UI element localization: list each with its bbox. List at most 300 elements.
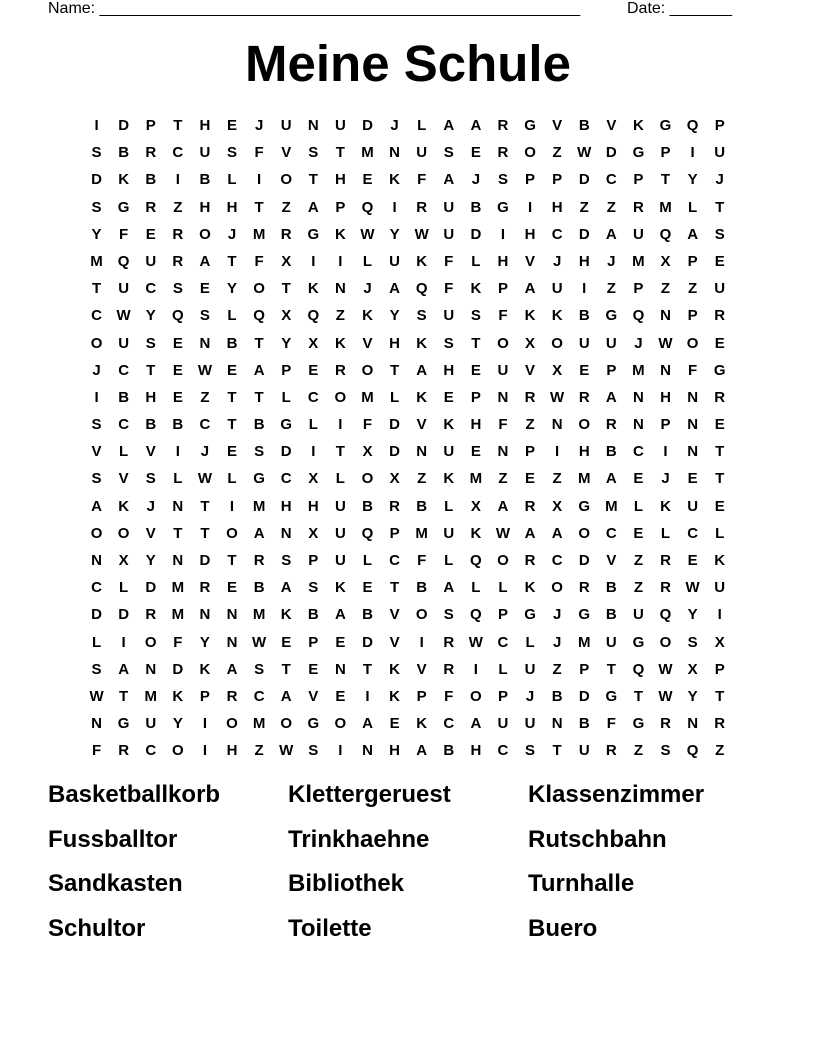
grid-letter: M xyxy=(252,225,266,243)
grid-letter: S xyxy=(227,144,238,162)
grid-letter: X xyxy=(525,334,536,352)
word-list-item: Bibliothek xyxy=(288,870,405,897)
grid-letter: O xyxy=(497,552,509,569)
grid-letter: L xyxy=(444,552,454,569)
grid-letter: N xyxy=(416,443,428,461)
grid-letter: N xyxy=(334,660,346,678)
grid-letter: R xyxy=(524,552,536,569)
grid-letter: F xyxy=(688,361,698,379)
grid-letter: D xyxy=(362,633,373,651)
grid-letter: I xyxy=(311,252,316,270)
grid-letter: J xyxy=(552,606,562,624)
grid-row xyxy=(83,438,733,465)
grid-letter: A xyxy=(334,606,346,624)
grid-letter: K xyxy=(551,307,563,325)
grid-letter: T xyxy=(362,660,373,678)
grid-letter: R xyxy=(145,144,157,162)
grid-letter: B xyxy=(578,307,590,325)
grid-letter: F xyxy=(119,225,129,243)
grid-letter: E xyxy=(633,524,644,542)
grid-letter: U xyxy=(145,252,157,270)
grid-letter: U xyxy=(443,443,455,461)
grid-letter: T xyxy=(173,524,183,542)
grid-letter: V xyxy=(389,633,400,651)
grid-letter: B xyxy=(172,416,184,434)
grid-letter: L xyxy=(362,552,373,569)
grid-letter: Z xyxy=(633,579,643,597)
grid-letter: U xyxy=(443,524,455,542)
grid-row xyxy=(83,330,733,357)
grid-letter: P xyxy=(281,361,292,379)
grid-letter: L xyxy=(660,524,671,542)
grid-letter: T xyxy=(715,687,725,705)
grid-letter: L xyxy=(362,252,373,270)
grid-letter: X xyxy=(687,660,698,678)
grid-letter: M xyxy=(632,361,645,379)
grid-letter: M xyxy=(632,252,645,270)
grid-letter: P xyxy=(714,660,725,678)
grid-row xyxy=(83,710,733,737)
grid-letter: S xyxy=(172,280,183,298)
grid-letter: Q xyxy=(659,225,672,243)
word-list-item: Buero xyxy=(528,914,598,942)
grid-letter: J xyxy=(525,687,535,705)
grid-letter: Q xyxy=(307,307,320,325)
word-list-item: Klettergeruest xyxy=(288,781,451,808)
grid-letter: I xyxy=(175,171,180,189)
grid-letter: E xyxy=(227,443,238,461)
grid-letter: G xyxy=(497,198,509,216)
grid-letter: M xyxy=(659,198,672,216)
grid-letter: V xyxy=(416,660,427,678)
grid-letter: T xyxy=(200,497,210,515)
grid-letter: A xyxy=(605,470,617,488)
grid-letter: Q xyxy=(659,606,672,624)
grid-letter: L xyxy=(633,497,643,515)
grid-letter: Z xyxy=(335,307,345,325)
grid-row xyxy=(83,601,733,628)
grid-letter: E xyxy=(470,361,481,379)
grid-letter: R xyxy=(172,252,184,270)
grid-letter: S xyxy=(254,660,265,678)
grid-letter: K xyxy=(443,470,455,488)
grid-letter: H xyxy=(470,416,482,434)
grid-letter: U xyxy=(443,225,455,243)
grid-letter: A xyxy=(443,171,455,189)
grid-row xyxy=(83,166,733,193)
grid-letter: N xyxy=(145,660,157,678)
grid-letter: U xyxy=(334,117,346,134)
grid-letter: M xyxy=(252,497,266,515)
grid-letter: X xyxy=(470,497,481,515)
grid-letter: I xyxy=(717,606,722,624)
grid-letter: F xyxy=(444,687,454,705)
grid-letter: U xyxy=(497,715,509,733)
grid-letter: D xyxy=(91,171,102,189)
grid-letter: A xyxy=(91,497,102,515)
grid-letter: R xyxy=(226,687,238,705)
grid-letter: D xyxy=(172,660,184,678)
grid-letter: I xyxy=(229,497,235,515)
grid-letter: H xyxy=(226,198,238,216)
grid-letter: R xyxy=(145,198,157,216)
grid-letter: Y xyxy=(687,606,698,624)
grid-letter: L xyxy=(715,524,725,542)
grid-letter: C xyxy=(280,470,292,488)
grid-letter: H xyxy=(389,334,400,352)
grid-letter: M xyxy=(577,470,591,488)
grid-letter: D xyxy=(91,606,102,624)
grid-row xyxy=(83,194,733,221)
name-field-label: Name: ______________________________________________________ xyxy=(48,0,581,17)
grid-letter: G xyxy=(578,497,591,515)
grid-letter: X xyxy=(308,470,319,488)
grid-letter: K xyxy=(416,715,428,733)
grid-letter: T xyxy=(281,660,291,678)
grid-letter: R xyxy=(199,579,211,597)
grid-letter: B xyxy=(605,443,617,461)
grid-letter: B xyxy=(443,742,455,760)
grid-letter: X xyxy=(118,552,129,569)
grid-letter: M xyxy=(90,252,103,270)
grid-letter: W xyxy=(197,361,212,379)
grid-letter: Z xyxy=(606,280,616,298)
grid-letter: O xyxy=(280,715,293,733)
grid-letter: T xyxy=(389,579,400,597)
grid-letter: O xyxy=(551,334,563,352)
grid-letter: M xyxy=(171,579,185,597)
grid-letter: U xyxy=(714,579,726,597)
grid-letter: X xyxy=(552,497,563,515)
grid-letter: A xyxy=(470,715,482,733)
grid-letter: S xyxy=(145,334,156,352)
grid-letter: V xyxy=(525,252,536,270)
grid-letter: D xyxy=(578,171,590,189)
grid-letter: S xyxy=(91,198,102,216)
grid-letter: J xyxy=(227,225,237,243)
grid-letter: W xyxy=(414,225,429,243)
grid-letter: N xyxy=(172,552,184,569)
grid-letter: G xyxy=(280,416,293,434)
grid-letter: S xyxy=(308,742,319,760)
grid-letter: L xyxy=(227,307,237,325)
grid-letter: I xyxy=(338,416,343,434)
grid-letter: N xyxy=(199,334,211,352)
grid-letter: N xyxy=(633,416,644,434)
grid-letter: D xyxy=(389,443,400,461)
grid-letter: E xyxy=(281,633,292,651)
grid-letter: T xyxy=(227,416,237,434)
grid-letter: Z xyxy=(417,470,427,488)
grid-letter: T xyxy=(715,470,725,488)
grid-letter: T xyxy=(606,660,616,678)
grid-letter: A xyxy=(280,687,292,705)
grid-letter: P xyxy=(497,687,508,705)
grid-letter: O xyxy=(334,715,347,733)
grid-letter: D xyxy=(605,144,617,162)
grid-letter: Z xyxy=(254,742,264,760)
grid-letter: Z xyxy=(715,742,725,760)
grid-letter: N xyxy=(226,606,238,624)
grid-letter: I xyxy=(257,171,262,189)
grid-row xyxy=(83,629,733,656)
grid-letter: P xyxy=(470,388,481,406)
grid-letter: C xyxy=(199,416,211,434)
grid-letter: I xyxy=(175,443,180,461)
grid-letter: D xyxy=(199,552,211,569)
grid-letter: H xyxy=(578,443,590,461)
grid-letter: U xyxy=(118,280,130,298)
grid-letter: A xyxy=(497,497,509,515)
grid-letter: Q xyxy=(253,307,265,325)
grid-letter: A xyxy=(416,361,428,379)
grid-letter: B xyxy=(362,606,373,624)
grid-letter: F xyxy=(444,252,454,270)
grid-letter: W xyxy=(550,388,565,406)
grid-letter: E xyxy=(470,443,481,461)
grid-letter: P xyxy=(525,443,536,461)
grid-letter: O xyxy=(280,171,293,189)
grid-letter: C xyxy=(605,524,617,542)
grid-letter: H xyxy=(334,171,346,189)
word-list-item: Schultor xyxy=(48,914,146,942)
grid-letter: D xyxy=(118,606,130,624)
grid-letter: B xyxy=(605,606,617,624)
grid-letter: S xyxy=(525,742,536,760)
grid-letter: G xyxy=(307,225,320,243)
grid-letter: R xyxy=(605,416,617,434)
grid-letter: I xyxy=(202,742,207,760)
grid-letter: C xyxy=(633,443,644,461)
grid-letter: M xyxy=(171,606,185,624)
grid-letter: A xyxy=(524,280,536,298)
grid-letter: K xyxy=(334,579,346,597)
grid-letter: P xyxy=(660,416,671,434)
grid-letter: I xyxy=(338,742,343,760)
grid-letter: R xyxy=(633,198,644,216)
grid-letter: V xyxy=(281,144,292,162)
grid-letter: G xyxy=(253,470,265,488)
grid-letter: A xyxy=(416,742,428,760)
grid-letter: N xyxy=(172,497,184,515)
grid-letter: A xyxy=(362,715,373,733)
grid-letter: T xyxy=(335,144,345,162)
grid-letter: I xyxy=(94,388,99,406)
grid-letter: B xyxy=(578,117,590,134)
grid-letter: E xyxy=(172,334,183,352)
grid-letter: U xyxy=(714,280,726,298)
grid-letter: K xyxy=(416,388,428,406)
grid-letter: Y xyxy=(389,225,400,243)
grid-letter: O xyxy=(659,633,672,651)
grid-letter: W xyxy=(89,687,104,705)
grid-letter: M xyxy=(577,633,591,651)
grid-letter: K xyxy=(714,552,726,569)
grid-letter: T xyxy=(227,388,237,406)
grid-letter: E xyxy=(389,715,400,733)
grid-letter: D xyxy=(145,579,157,597)
grid-letter: X xyxy=(308,334,319,352)
grid-letter: E xyxy=(172,388,183,406)
grid-letter: D xyxy=(578,225,590,243)
grid-letter: S xyxy=(443,144,454,162)
grid-letter: X xyxy=(281,307,292,325)
grid-letter: Z xyxy=(173,198,183,216)
grid-letter: J xyxy=(607,252,616,270)
grid-letter: V xyxy=(606,552,617,569)
grid-letter: P xyxy=(525,171,536,189)
grid-letter: S xyxy=(91,416,102,434)
grid-row xyxy=(83,302,733,329)
grid-letter: C xyxy=(497,633,509,651)
grid-letter: I xyxy=(392,198,397,216)
grid-letter: U xyxy=(389,252,400,270)
grid-letter: U xyxy=(524,660,536,678)
grid-row xyxy=(83,683,733,710)
grid-letter: A xyxy=(687,225,699,243)
grid-letter: G xyxy=(524,117,536,134)
grid-letter: V xyxy=(308,687,319,705)
letter-grid xyxy=(83,112,733,765)
grid-letter: K xyxy=(416,252,428,270)
grid-letter: J xyxy=(146,497,155,515)
grid-letter: U xyxy=(633,225,644,243)
grid-letter: Q xyxy=(686,117,699,134)
grid-letter: F xyxy=(417,171,427,189)
grid-letter: G xyxy=(117,715,130,733)
grid-letter: L xyxy=(498,660,508,678)
grid-letter: N xyxy=(362,742,373,760)
grid-letter: T xyxy=(552,742,562,760)
grid-letter: I xyxy=(419,633,424,651)
grid-letter: S xyxy=(497,171,508,189)
grid-letter: V xyxy=(416,416,427,434)
grid-letter: T xyxy=(227,552,237,569)
date-field-label: Date: _______ xyxy=(627,0,732,17)
grid-letter: R xyxy=(714,388,726,406)
grid-letter: U xyxy=(524,715,536,733)
grid-letter: P xyxy=(552,171,563,189)
grid-letter: B xyxy=(416,579,428,597)
grid-letter: F xyxy=(91,742,102,760)
grid-letter: O xyxy=(470,687,482,705)
grid-letter: O xyxy=(226,715,238,733)
grid-letter: R xyxy=(416,198,428,216)
grid-letter: C xyxy=(91,579,102,597)
grid-letter: T xyxy=(471,334,481,352)
grid-letter: E xyxy=(687,552,698,569)
grid-letter: L xyxy=(119,579,129,597)
grid-letter: N xyxy=(334,280,346,298)
grid-letter: E xyxy=(362,171,373,189)
grid-letter: E xyxy=(443,388,454,406)
grid-letter: G xyxy=(659,117,672,134)
grid-letter: G xyxy=(632,144,645,162)
grid-letter: S xyxy=(660,742,671,760)
grid-letter: R xyxy=(280,225,292,243)
grid-letter: J xyxy=(471,171,481,189)
grid-letter: S xyxy=(91,660,102,678)
grid-letter: I xyxy=(121,633,126,651)
grid-letter: R xyxy=(497,144,509,162)
grid-letter: E xyxy=(227,361,238,379)
grid-letter: L xyxy=(498,579,508,597)
grid-letter: F xyxy=(444,280,454,298)
word-list-item: Fussballtor xyxy=(48,825,178,853)
grid-letter: A xyxy=(118,660,130,678)
grid-row xyxy=(83,547,733,574)
grid-letter: Q xyxy=(171,307,184,325)
grid-letter: H xyxy=(660,388,671,406)
grid-letter: K xyxy=(334,225,346,243)
grid-letter: M xyxy=(469,470,483,488)
grid-letter: T xyxy=(715,443,725,461)
grid-letter: E xyxy=(227,117,238,134)
grid-letter: O xyxy=(199,225,211,243)
grid-letter: O xyxy=(334,388,347,406)
grid-letter: A xyxy=(199,252,211,270)
grid-letter: X xyxy=(308,524,319,542)
grid-letter: L xyxy=(335,470,345,488)
grid-letter: Q xyxy=(415,280,428,298)
grid-letter: T xyxy=(633,687,643,705)
grid-letter: T xyxy=(173,117,183,134)
grid-letter: R xyxy=(253,552,265,569)
grid-letter: C xyxy=(605,171,617,189)
grid-letter: P xyxy=(308,633,319,651)
grid-letter: V xyxy=(145,524,156,542)
grid-letter: C xyxy=(389,552,400,569)
grid-letter: E xyxy=(714,252,725,270)
grid-letter: D xyxy=(578,687,590,705)
grid-letter: A xyxy=(307,198,319,216)
grid-letter: H xyxy=(524,225,536,243)
grid-letter: U xyxy=(578,742,590,760)
grid-letter: D xyxy=(362,117,373,134)
grid-row xyxy=(83,275,733,302)
grid-letter: X xyxy=(281,252,292,270)
grid-letter: K xyxy=(362,307,373,325)
grid-letter: T xyxy=(254,334,264,352)
grid-row xyxy=(83,737,733,764)
grid-letter: U xyxy=(334,552,346,569)
grid-letter: I xyxy=(311,443,316,461)
grid-letter: T xyxy=(227,252,237,270)
grid-letter: B xyxy=(362,497,373,515)
grid-letter: H xyxy=(199,117,211,134)
grid-letter: U xyxy=(578,334,590,352)
grid-letter: B xyxy=(118,144,130,162)
grid-letter: O xyxy=(578,524,591,542)
grid-letter: I xyxy=(500,225,506,243)
grid-letter: N xyxy=(199,606,211,624)
grid-letter: U xyxy=(416,144,428,162)
grid-letter: M xyxy=(415,524,428,542)
grid-letter: L xyxy=(688,198,698,216)
grid-letter: X xyxy=(389,470,400,488)
grid-letter: R xyxy=(172,225,184,243)
grid-letter: Y xyxy=(91,225,102,243)
grid-letter: W xyxy=(495,524,511,542)
grid-letter: W xyxy=(658,687,673,705)
grid-letter: B xyxy=(253,579,265,597)
grid-letter: S xyxy=(91,144,102,162)
grid-letter: P xyxy=(687,252,698,270)
grid-letter: N xyxy=(91,552,102,569)
grid-letter: R xyxy=(443,633,455,651)
grid-letter: Z xyxy=(498,470,508,488)
grid-letter: H xyxy=(497,252,509,270)
